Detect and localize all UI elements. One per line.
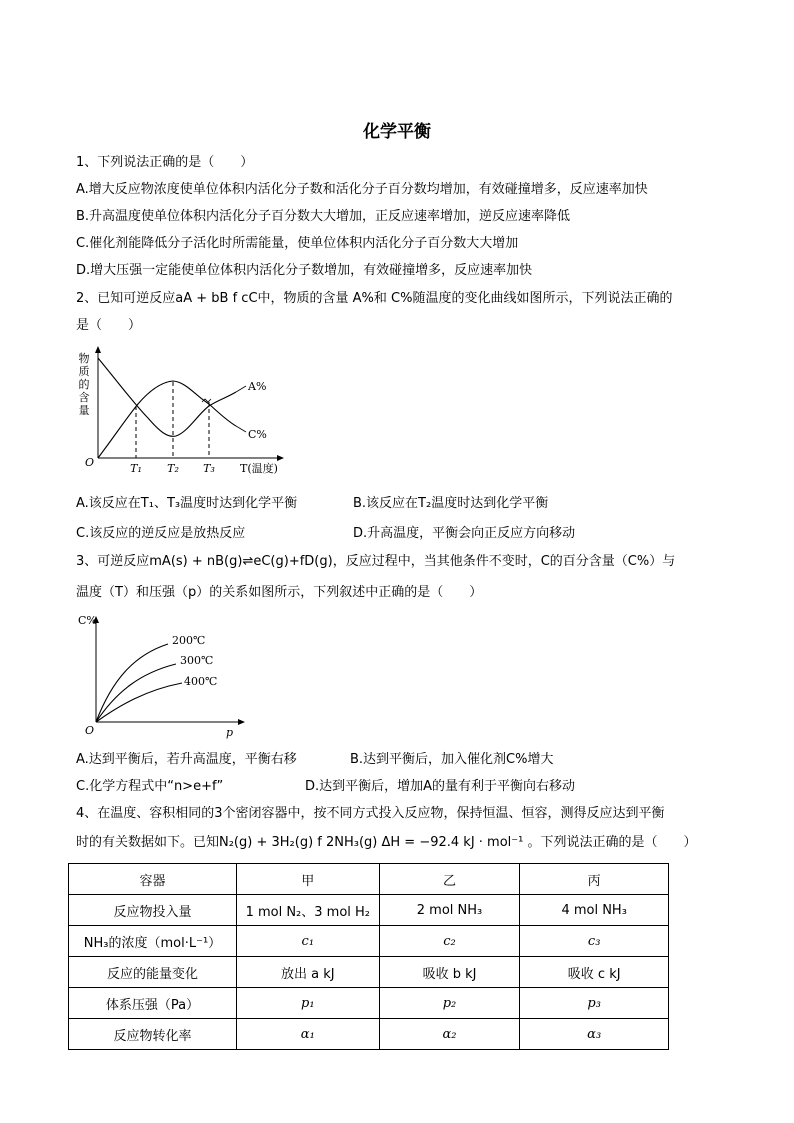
table-cell: 吸收 c kJ <box>520 957 669 988</box>
q2-curve-c <box>98 381 236 458</box>
q3-option-b: B.达到平衡后，加入催化剂C%增大 <box>350 752 554 767</box>
q2-stem-line1: 2、已知可逆反应aA + bB f cC中，物质的含量 A%和 C%随温度的变化曲线如图所示，下列说法正确的 <box>76 291 673 306</box>
table-header-cell: 容器 <box>69 864 237 895</box>
table-header-cell: 乙 <box>379 864 520 895</box>
q4-stem-line2: 时的有关数据如下。已知N₂(g) + 3H₂(g) f 2NH₃(g) ΔH = −92.4 kJ · mol⁻¹ 。下列说法正确的是（ ） <box>76 835 697 850</box>
table-header-cell: 丙 <box>520 864 669 895</box>
q2-figure <box>76 346 296 482</box>
table-cell: α₃ <box>520 1019 669 1050</box>
q1-option-c: C.催化剂能降低分子活化时所需能量，使单位体积内活化分子百分数大大增加 <box>76 236 519 251</box>
q2-curve-a <box>98 358 236 436</box>
table-cell: α₂ <box>379 1019 520 1050</box>
table-cell: p₃ <box>520 988 669 1019</box>
table-cell: α₁ <box>236 1019 379 1050</box>
q2-ylabel-1: 质 <box>78 365 90 378</box>
table-row <box>69 988 669 1019</box>
table-cell: p₂ <box>379 988 520 1019</box>
q2-option-b: B.该反应在T₂温度时达到化学平衡 <box>353 496 549 511</box>
q3-series-200: 200℃ <box>172 634 206 647</box>
table-cell: 反应物转化率 <box>69 1019 237 1050</box>
q2-series-c: C% <box>248 428 267 441</box>
q4-stem-line1: 4、在温度、容积相同的3个密闭容器中，按不同方式投入反应物，保持恒温、恒容，测得反应达到平衡 <box>76 806 665 821</box>
table-cell: 反应物投入量 <box>69 895 237 926</box>
q3-option-c: C.化学方程式中“n>e+f” <box>76 779 224 794</box>
q2-option-a: A.该反应在T₁、T₃温度时达到化学平衡 <box>76 496 298 511</box>
table-cell: c₃ <box>520 926 669 957</box>
q2-xtick-t1: T₁ <box>130 462 142 475</box>
q4-table <box>68 863 669 1050</box>
table-cell: NH₃的浓度（mol·L⁻¹） <box>69 926 237 957</box>
q2-xtick-t3: T₃ <box>203 462 215 475</box>
table-row <box>69 895 669 926</box>
table-cell: 1 mol N₂、3 mol H₂ <box>236 895 379 926</box>
q2-xlabel: T(温度) <box>240 462 278 475</box>
q3-xlabel: p <box>226 726 234 739</box>
q3-series-400: 400℃ <box>184 675 218 688</box>
q2-origin: O <box>84 456 94 469</box>
q3-curve-400 <box>96 683 182 722</box>
q1-option-b: B.升高温度使单位体积内活化分子百分数大大增加，正反应速率增加，逆反应速率降低 <box>76 209 571 224</box>
table-row <box>69 1019 669 1050</box>
page-title: 化学平衡 <box>363 122 431 142</box>
q2-series-a: A% <box>248 380 267 393</box>
table-cell: 放出 a kJ <box>236 957 379 988</box>
q2-xtick-t2: T₂ <box>167 462 179 475</box>
q3-curve-200 <box>96 644 168 722</box>
q2-option-c: C.该反应的逆反应是放热反应 <box>76 526 246 541</box>
table-cell: c₂ <box>379 926 520 957</box>
q3-option-a: A.达到平衡后，若升高温度，平衡右移 <box>76 752 297 767</box>
table-row <box>69 926 669 957</box>
q1-stem: 1、下列说法正确的是（ ） <box>76 155 254 170</box>
table-cell: 4 mol NH₃ <box>520 895 669 926</box>
table-row <box>69 957 669 988</box>
q3-option-d: D.达到平衡后，增加A的量有利于平衡向右移动 <box>305 779 576 794</box>
q2-ylabel-4: 量 <box>78 404 90 417</box>
table-cell: 2 mol NH₃ <box>379 895 520 926</box>
q2-ylabel-0: 物 <box>78 352 90 365</box>
q2-ylabel-2: 的 <box>78 378 90 391</box>
table-cell: c₁ <box>236 926 379 957</box>
table-cell: 吸收 b kJ <box>379 957 520 988</box>
q3-origin: O <box>84 724 94 737</box>
table-cell: 体系压强（Pa） <box>69 988 237 1019</box>
table-header-row <box>69 864 669 895</box>
q2-option-d: D.升高温度，平衡会向正反应方向移动 <box>353 526 576 541</box>
q3-stem-line1: 3、可逆反应mA(s) + nB(g)⇌eC(g)+fD(g)，反应过程中，当其他条件不变时，C的百分含量（C%）与 <box>76 554 676 569</box>
table-cell: 反应的能量变化 <box>69 957 237 988</box>
q2-ylabel-3: 含 <box>78 391 90 404</box>
table-header-cell: 甲 <box>236 864 379 895</box>
q3-figure <box>76 610 256 742</box>
q2-stem-line2: 是（ ） <box>76 318 142 333</box>
q3-stem-line2: 温度（T）和压强（p）的关系如图所示，下列叙述中正确的是（ ） <box>76 585 483 600</box>
q3-ylabel: C% <box>78 614 97 627</box>
q1-option-d: D.增大压强一定能使单位体积内活化分子数增加，有效碰撞增多，反应速率加快 <box>76 263 533 278</box>
q3-series-300: 300℃ <box>180 654 214 667</box>
q1-option-a: A.增大反应物浓度使单位体积内活化分子数和活化分子百分数均增加，有效碰撞增多，反应速率加快 <box>76 182 648 197</box>
table-cell: p₁ <box>236 988 379 1019</box>
